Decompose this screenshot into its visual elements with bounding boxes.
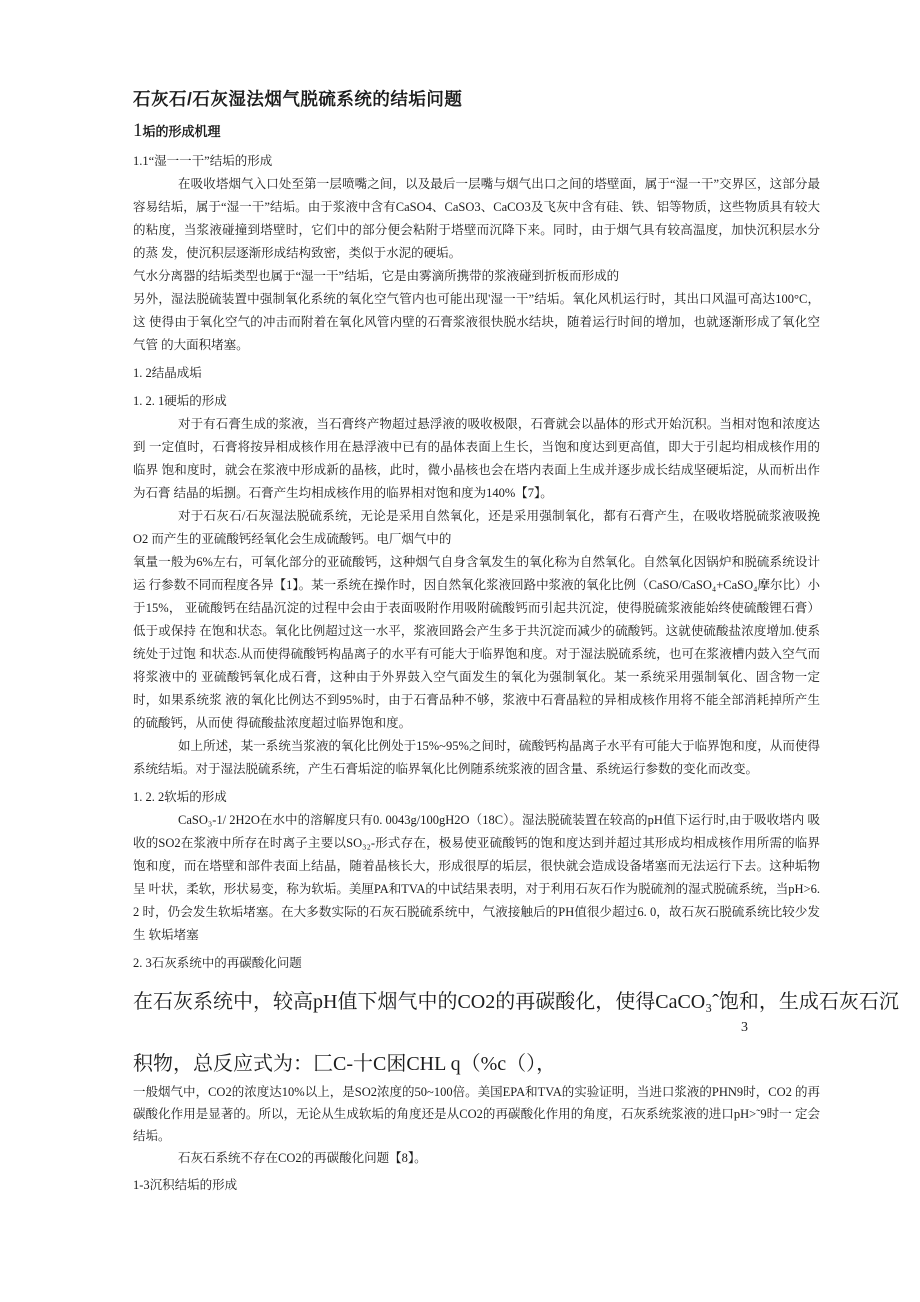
heading-number: 1	[133, 120, 143, 141]
heading-soft-scale: 1. 2. 2软垢的形成	[133, 790, 227, 804]
heading-crystallization-scale: 1. 2结晶成垢	[133, 366, 202, 380]
doc-title: 石灰石/石灰湿法烟气脱硫系统的结垢问题	[133, 89, 463, 109]
paragraph-limestone-no-recarbonation: 石灰石系统不存在CO2的再碳酸化问题【8】。	[178, 1151, 427, 1165]
heading-deposition-scale: 1-3沉积结垢的形成	[133, 1178, 238, 1192]
paragraph-soft-scale-formation: CaSO₃-1/ 2H2O在水中的溶解度只有0. 0043g/100gH2O（18C）。湿法脱硫装置在较高的pH值下运行时,由于吸收塔内 吸收的SO2在浆液中所存在时离子主要以SO₃₂-形式存在，极易使亚硫酸钙的饱和度达到并超过其形成均相成核作用所需的临界 饱和度，而在塔壁和部件表面上结晶，随着晶核长大，形成很厚的垢层，很快就会造成设备堵塞而无法运行下去。这种垢物呈 叶状，柔软，形状易变，称为软垢。美厘PA和TVA的中试结果表明，对于利用石灰石作为脱硫剂的湿式脱硫系统，当pH>6. 2 时，仍会发生软垢堵塞。在大多数实际的石灰石脱硫系统中，气液接触后的PH值很少超过6. 0，故石灰石脱硫系统比较少发生 软垢堵塞	[133, 813, 820, 942]
paragraph-oxidation-ratio: 氧量一般为6%左右，可氧化部分的亚硫酸钙，这种烟气自身含氧发生的氧化称为自然氧化。自然氧化因锅炉和脱硫系统设计运 行参数不同而程度各异【1】。某一系统在操作时，因自然氧化浆液回路中浆液的氧化比例（CaSO/CaSO₄+CaSO₄摩尔比）小于15%， 亚硫酸钙在结晶沉淀的过程中会由于表面吸附作用吸附硫酸钙而引起共沉淀，使得脱硫浆液能始终使硫酸锂石膏）低于或保持 在饱和状态。氧化比例超过这一水平，浆液回路会产生多于共沉淀而减少的硫酸钙。这就使硫酸盐浓度增加.使系统处于过饱 和状态.从而使得硫酸钙构晶离子的水平有可能大于临界饱和度。对于湿法脱硫系统，也可在浆液槽内鼓入空气而将浆液中的 亚硫酸钙氧化成石膏，这种由于外界鼓入空气面发生的氧化为强制氧化。某一系统采用强制氧化、固含物一定时，如果系统浆 液的氧化比例达不到95%时，由于石膏品种不够，浆液中石膏晶粒的异相成核作用将不能全部消耗掉所产生的硫酸钙，从而使 得硫酸盐浓度超过临界饱和度。	[133, 555, 820, 730]
paragraph-natural-forced-oxidation: 对于石灰石/石灰湿法脱硫系统，无论是采用自然氧化，还是采用强制氧化，都有石膏产生，在吸收塔脱硫浆液吸挽O2 而产生的亚硫酸钙经氧化会生成硫酸钙。电厂烟气中的	[133, 509, 820, 546]
heading-wet-dry-scale: 1.1“湿一一干”结垢的形成	[133, 154, 273, 168]
heading-scale-formation-mechanism	[133, 117, 820, 145]
subscript-3-artifact: 3	[741, 1020, 748, 1035]
paragraph-mist-eliminator: 气水分离器的结垢类型也属于“湿一干”结垢，它是由雾滴所携带的浆液碰到折板而形成的	[133, 269, 620, 283]
paragraph-oxidation-air-duct: 另外，湿法脱硫装置中强制氧化系统的氧化空气管内也可能出现'湿一干”结垢。氧化风机运行时，其出口风温可高达100°C，这 使得由于氧化空气的冲击而附着在氧化风管内壁的石膏浆液很快脱水结块，随着运行时间的增加，也就逐渐形成了氧化空气管 的大面积堵塞。	[133, 292, 820, 352]
heading-recarbonation: 2. 3石灰系统中的再碳酸化问题	[133, 956, 302, 970]
paragraph-gypsum-nucleation: 对于有石膏生成的浆液，当石膏终产物超过悬浮液的吸收极限，石膏就会以晶体的形式开始沉积。当相对饱和浓度达到 一定值时，石膏将按异相成核作用在悬浮液中已有的晶体表面上生长，当饱和度达到更高值，即大于引起均相成核作用的临界 饱和度时，就会在浆液中形成新的晶核，此时，微小晶核也会在塔内表面上生成并逐步成长结成坚硬垢淀，从而析出作为石膏 结晶的垢捌。石膏产生均相成核作用的临界相对饱和度为140%【7】。	[133, 417, 820, 500]
paragraph-recarbonation-large-line2: 积物，总反应式为：匚C-十C困CHL q（%c（），	[133, 1053, 557, 1075]
paragraph-recarbonation-large-line1: 在石灰系统中，较高pH值下烟气中的CO2的再碳酸化，使得CaCO₃ˆ饱和，生成石灰石沉	[133, 991, 899, 1013]
heading-text: 垢的形成机理	[142, 124, 221, 139]
heading-hard-scale: 1. 2. 1硬垢的形成	[133, 394, 227, 408]
paragraph-co2-concentration: 一般烟气中，CO2的浓度达10%以上，是SO2浓度的50~100倍。美国EPA和TVA的实验证明，当进口浆液的PHN9时，CO2 的再碳酸化作用是显著的。所以，无论从生成软垢的角度还是从CO2的再碳酸化作用的角度，石灰系统浆液的进口pH>˜9时一 定会结垢。	[133, 1085, 820, 1143]
paragraph-wet-dry-formation: 在吸收塔烟气入口处至第一层喷嘴之间，以及最后一层嘴与烟气出口之间的塔壁面，属于“湿一干”交界区，这部分最 容易结垢，属于“湿一干”结垢。由于浆液中含有CaSO4、CaSO3、CaCO3及飞灰中含有硅、铁、铝等物质，这些物质具有较大 的粘度，当浆液碰撞到塔壁时，它们中的部分便会粘附于塔壁而沉降下来。同时，由于烟气具有较高温度，加快沉积层水分的蒸 发，使沉积层逐渐形成结构致密，类似于水泥的硬垢。	[133, 177, 820, 260]
paragraph-oxidation-ratio-summary: 如上所述，某一系统当浆液的氧化比例处于15%~95%之间时，硫酸钙构晶离子水平有可能大于临界饱和度，从而使得 系统结垢。对于湿法脱硫系统，产生石膏垢淀的临界氧化比例随系统浆液的固含量、系统运行参数的变化而改变。	[133, 739, 820, 776]
